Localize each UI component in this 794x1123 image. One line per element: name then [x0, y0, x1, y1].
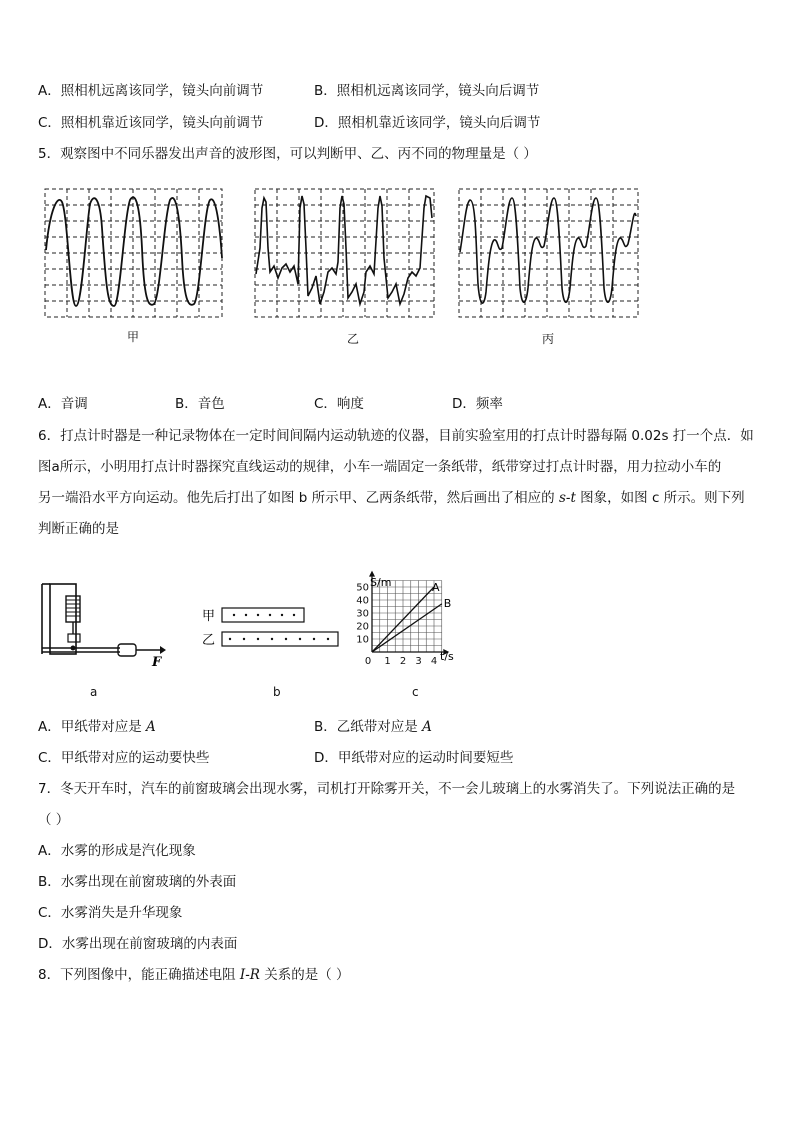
waveform-yi	[254, 188, 436, 320]
tape-jia-dots	[233, 614, 295, 616]
q6-stem-line4: 判断正确的是	[38, 521, 119, 537]
tape-label-yi: 乙	[202, 633, 216, 648]
tape-yi-dots	[229, 638, 329, 640]
waveform-caption-yi: 乙	[347, 332, 360, 346]
q7-answer-paren: （ ）	[38, 812, 70, 828]
waveform-caption-jia: 甲	[127, 330, 140, 344]
q7-option-c: C．水雾消失是升华现象	[38, 905, 183, 921]
x-tick-label: 2	[399, 656, 407, 667]
y-tick-label: 50	[356, 582, 369, 594]
q5-stem: 5．观察图中不同乐器发出声音的波形图，可以判断甲、乙、丙不同的物理量是（ ）	[38, 146, 537, 162]
q8-stem: 8．下列图像中，能正确描述电阻 I-R 关系的是（ ）	[38, 967, 350, 983]
x-tick-label: 1	[384, 656, 391, 667]
figure-caption-c: c	[412, 685, 419, 699]
series-line-b	[372, 604, 442, 652]
x-tick-label: 0	[364, 656, 372, 667]
q6-option-c: C．甲纸带对应的运动要快些	[38, 750, 210, 766]
q7-stem: 7．冬天开车时，汽车的前窗玻璃会出现水雾，司机打开除雾开关，不一会儿玻璃上的水雾消失了。下列说法正确的是	[38, 781, 736, 797]
x-tick-label: 4	[430, 656, 438, 667]
q4-option-d: D．照相机靠近该同学，镜头向后调节	[314, 115, 541, 131]
q6-option-a: A．甲纸带对应是 A	[38, 719, 156, 735]
figure-caption-a: a	[90, 685, 98, 699]
y-tick-label: 30	[356, 608, 369, 620]
q6-option-d: D．甲纸带对应的运动时间要短些	[314, 750, 514, 766]
waveform-jia	[44, 188, 224, 320]
q6-option-b: B．乙纸带对应是 A	[314, 719, 432, 735]
q7-option-b: B．水雾出现在前窗玻璃的外表面	[38, 874, 237, 890]
y-tick-label: 10	[356, 634, 369, 646]
force-label: F	[152, 655, 162, 670]
q5-option-b: B．音色	[175, 396, 225, 412]
q5-option-a: A．音调	[38, 396, 88, 412]
waveform-caption-bing: 丙	[542, 332, 555, 346]
q4-option-b: B．照相机远离该同学，镜头向后调节	[314, 83, 540, 99]
tape-yi	[222, 632, 338, 646]
timer-apparatus-figure	[40, 582, 168, 670]
q6-stem-line2: 图a所示，小明用打点计时器探究直线运动的规律，小车一端固定一条纸带，纸带穿过打点计时器，用力拉动小车的	[38, 459, 722, 475]
y-tick-label: 40	[356, 595, 369, 607]
y-axis-label: S/m	[370, 576, 392, 589]
series-label-a: A	[432, 581, 440, 594]
figure-caption-b: b	[273, 685, 281, 699]
x-axis-label: t/s	[440, 650, 454, 663]
x-tick-label: 3	[415, 656, 422, 667]
q7-option-d: D．水雾出现在前窗玻璃的内表面	[38, 936, 238, 952]
q5-option-c: C．响度	[314, 396, 364, 412]
q7-option-a: A．水雾的形成是汽化现象	[38, 843, 196, 859]
paper-tapes-figure	[200, 604, 345, 652]
q4-option-a: A．照相机远离该同学，镜头向前调节	[38, 83, 264, 99]
q4-option-c: C．照相机靠近该同学，镜头向前调节	[38, 115, 264, 131]
q6-stem-line1: 6．打点计时器是一种记录物体在一定时间间隔内运动轨迹的仪器，目前实验室用的打点计时器每隔 0.02s 打一个点．如	[38, 428, 754, 444]
y-tick-label: 20	[356, 621, 369, 633]
waveform-bing	[458, 188, 640, 320]
tape-label-jia: 甲	[202, 609, 216, 624]
q6-stem-line3: 另一端沿水平方向运动。他先后打出了如图 b 所示甲、乙两条纸带，然后画出了相应的 s-t 图象，如图 c 所示。则下列	[38, 490, 745, 506]
s-t-chart	[350, 576, 460, 668]
q5-option-d: D．频率	[452, 396, 503, 412]
series-label-b: B	[443, 596, 452, 610]
